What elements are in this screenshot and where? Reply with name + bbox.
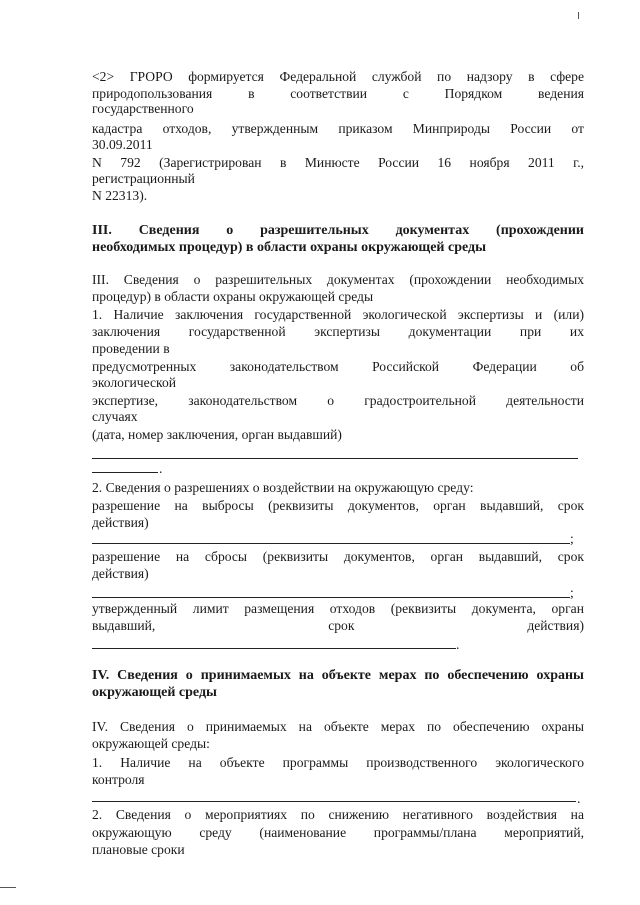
fill-in-line	[92, 543, 570, 544]
body-line: контроля	[92, 772, 145, 787]
body-line: III. Сведения о разрешительных документах (прохождении необходимых	[92, 272, 584, 287]
body-line: экспертизе, законодательством о градостроительной деятельности	[92, 393, 584, 408]
body-line: 2. Сведения о мероприятиях по снижению негативного воздействия на	[92, 807, 584, 822]
fill-in-line	[92, 472, 158, 473]
body-line: экологической	[92, 375, 177, 390]
body-line: 2. Сведения о разрешениях о воздействии на окружающую среду:	[92, 480, 474, 495]
fill-in-line	[92, 458, 578, 459]
fill-in-line	[92, 801, 576, 802]
body-line: плановые сроки	[92, 842, 185, 857]
body-line: проведении в	[92, 341, 170, 356]
body-line: случаях	[92, 409, 138, 424]
footnote-line: природопользования в соответствии с Порядком ведения	[92, 86, 584, 101]
body-line: предусмотренных законодательством Российской Федерации об	[92, 359, 584, 374]
section-heading: III. Сведения о разрешительных документах (прохождении	[92, 223, 584, 238]
section-heading: IV. Сведения о принимаемых на объекте мерах по обеспечению охраны	[92, 668, 584, 683]
body-line: IV. Сведения о принимаемых на объекте мерах по обеспечению охраны	[92, 719, 584, 734]
footnote-line: кадастра отходов, утвержденным приказом Минприроды России от	[92, 121, 584, 136]
body-line: разрешение на сбросы (реквизиты документов, орган выдавший, срок	[92, 549, 584, 564]
body-line: заключения государственной экспертизы документации при их	[92, 324, 584, 339]
body-line: окружающую среду (наименование программы/плана мероприятий,	[92, 825, 584, 840]
body-line: разрешение на выбросы (реквизиты документов, орган выдавший, срок	[92, 498, 584, 513]
scan-speck	[578, 12, 579, 19]
body-line: (дата, номер заключения, орган выдавший)	[92, 427, 342, 442]
body-line: процедур) в области охраны окружающей среды	[92, 289, 374, 304]
body-line: действия)	[92, 566, 149, 581]
footnote-line: <2> ГРОРО формируется Федеральной службой по надзору в сфере	[92, 69, 584, 84]
section-heading: необходимых процедур) в области охраны окружающей среды	[92, 240, 487, 255]
body-line: 1. Наличие на объекте программы производственного экологического	[92, 755, 584, 770]
footnote-line: 30.09.2011	[92, 137, 153, 152]
footnote-line: N 22313).	[92, 188, 148, 203]
footnote-line: регистрационный	[92, 171, 195, 186]
body-line: окружающей среды:	[92, 736, 210, 751]
fill-in-line	[92, 597, 570, 598]
fill-in-line	[92, 648, 456, 649]
section-heading: окружающей среды	[92, 685, 217, 700]
line-end-mark: ;	[570, 531, 574, 546]
body-line: утвержденный лимит размещения отходов (реквизиты документа, орган	[92, 601, 584, 616]
line-end-mark: .	[159, 461, 163, 476]
body-line: действия)	[92, 515, 149, 530]
line-end-mark: .	[577, 791, 581, 806]
footnote-line: N 792 (Зарегистрирован в Минюсте России 16 ноября 2011 г.,	[92, 155, 584, 170]
line-end-mark: .	[456, 637, 460, 652]
line-end-mark: ;	[570, 585, 574, 600]
body-line: выдавший, срок действия)	[92, 618, 584, 633]
body-line: 1. Наличие заключения государственной экологической экспертизы и (или)	[92, 307, 584, 322]
scan-edge-mark	[0, 887, 16, 888]
footnote-line: государственного	[92, 101, 194, 116]
